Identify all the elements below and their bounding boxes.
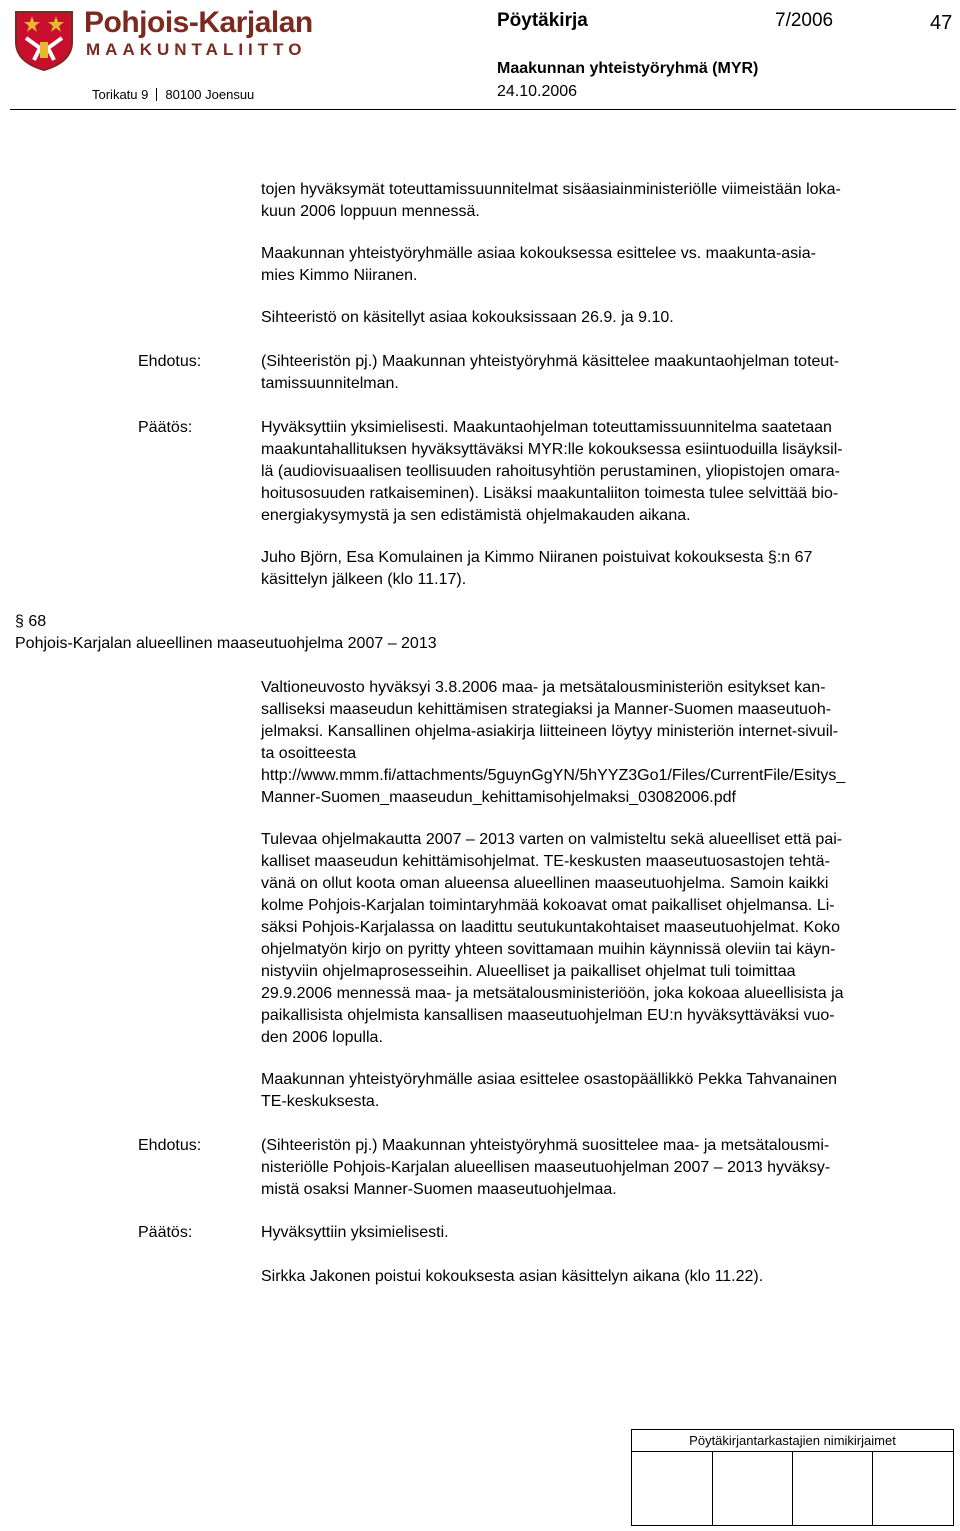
decision-text: Hyväksyttiin yksimielisesti. Maakuntaohjelman toteuttamissuunnitelma saatetaan maakuntahallituksen hyväksyttäväksi MYR:lle kokouksessa esiintuoduilla lisäyksil- lä (audiovisuaalisen teollisuuden rahoitusyhtiön perustaminen, yliopistojen omara- hoitusosuuden ratkaiseminen). Lisäksi maakuntaliiton toimesta tulee selvittää bio- energiakysymystä ja sen edistämistä ohjelmakauden aikana. xyxy=(261,419,843,524)
decision-text: Hyväksyttiin yksimielisesti. xyxy=(261,1224,449,1241)
document-date: 24.10.2006 xyxy=(497,83,578,100)
header-divider xyxy=(10,109,956,110)
document-number: 7/2006 xyxy=(775,10,834,31)
signature-box xyxy=(631,1429,954,1526)
signature-box-title: Pöytäkirjantarkastajien nimikirjaimet xyxy=(632,1430,953,1452)
paragraph-departure: Juho Björn, Esa Komulainen ja Kimmo Niiranen poistuivat kokouksesta §:n 67 käsittelyn jälkeen (klo 11.17). xyxy=(261,549,813,588)
organization-subtitle: MAAKUNTALIITTO xyxy=(86,40,307,59)
signature-cell xyxy=(632,1452,713,1525)
address-street: Torikatu 9 xyxy=(92,87,149,102)
paragraph-secretariat: Sihteeristö on käsitellyt asiaa kokouksissaan 26.9. ja 9.10. xyxy=(261,309,674,326)
proposal-text: (Sihteeristön pj.) Maakunnan yhteistyöryhmä suosittelee maa- ja metsätalousmi- nisteriölle Pohjois-Karjalan alueellisen maaseutuohjelman 2007 – 2013 hyväksy- mistä osaksi Manner-Suomen maaseutuohjelmaa. xyxy=(261,1137,831,1198)
paragraph-deadline: tojen hyväksymät toteuttamissuunnitelmat sisäasiainministeriölle viimeistään loka- kuun 2006 loppuun mennessä. xyxy=(261,181,841,220)
decision-label: Päätös: xyxy=(138,1224,193,1241)
section-number: § 68 xyxy=(15,613,47,630)
organization-name: Pohjois-Karjalan xyxy=(84,6,313,39)
proposal-label: Ehdotus: xyxy=(138,353,202,370)
document-type: Pöytäkirja xyxy=(497,10,588,31)
paragraph-presenter: Maakunnan yhteistyöryhmälle asiaa kokouksessa esittelee vs. maakunta-asia- mies Kimmo Niiranen. xyxy=(261,245,816,284)
address-divider xyxy=(156,88,157,101)
signature-cell xyxy=(792,1452,873,1525)
coat-of-arms-logo-icon xyxy=(12,8,76,72)
paragraph-departure: Sirkka Jakonen poistui kokouksesta asian käsittelyn aikana (klo 11.22). xyxy=(261,1268,764,1285)
signature-cell xyxy=(712,1452,793,1525)
address-city: 80100 Joensuu xyxy=(165,87,255,102)
paragraph-programme-period: Tulevaa ohjelmakautta 2007 – 2013 varten on valmisteltu sekä alueelliset että pai- kalliset maaseudun kehittämisohjelmat. TE-keskusten maaseutuosastojen tehtä- vänä on ollut koota oman alueensa alueellinen maaseutuohjelma. Samoin kaikki kolme Pohjois-Karjalan toimintaryhmää kokoavat omat paikalliset ohjelmansa. Li- säksi Pohjois-Karjalassa on laadittu seutukuntakohtaiset maaseutuohjelmat. Koko ohjelmatyön kirjo on pyritty yhteen sovittamaan muihin käynnissä oleviin tai käyn- nistyviin ohjelmaprosesseihin. Alueelliset ja paikalliset ohjelmat tuli toimittaa 29.9.2006 mennessä maa- ja metsätalousministeriöön, joka kokoaa alueellisista ja paikallisista ohjelmista kansallisen maaseutuohjelman EU:n hyväksyttäväksi vuo- den 2006 lopulla. xyxy=(261,831,844,1046)
committee-name: Maakunnan yhteistyöryhmä (MYR) xyxy=(497,60,759,77)
proposal-label: Ehdotus: xyxy=(138,1137,202,1154)
proposal-text: (Sihteeristön pj.) Maakunnan yhteistyöryhmä käsittelee maakuntaohjelman toteut- tamissuunnitelman. xyxy=(261,353,840,392)
paragraph-government-approval: Valtioneuvosto hyväksyi 3.8.2006 maa- ja metsätalousministeriön esitykset kan- salliseksi maaseudun kehittämisen strategiaksi ja Manner-Suomen maaseutuoh- jelmaksi. Kansallinen ohjelma-asiakirja liitteineen löytyy ministeriön internet-sivuil- ta osoitteesta http://www.mmm.fi/attachments/5guynGgYN/5hYYZ3Go1/Files/CurrentFile/Esitys_ Manner-Suomen_maaseudun_kehittamisohjelmaksi_03082006.pdf xyxy=(261,679,846,806)
organization-address xyxy=(92,87,254,103)
section-title: Pohjois-Karjalan alueellinen maaseutuohjelma 2007 – 2013 xyxy=(15,635,437,652)
decision-label: Päätös: xyxy=(138,419,193,436)
paragraph-presenter-te-centre: Maakunnan yhteistyöryhmälle asiaa esittelee osastopäällikkö Pekka Tahvanainen TE-keskuksesta. xyxy=(261,1071,838,1110)
page-number: 47 xyxy=(930,12,953,34)
